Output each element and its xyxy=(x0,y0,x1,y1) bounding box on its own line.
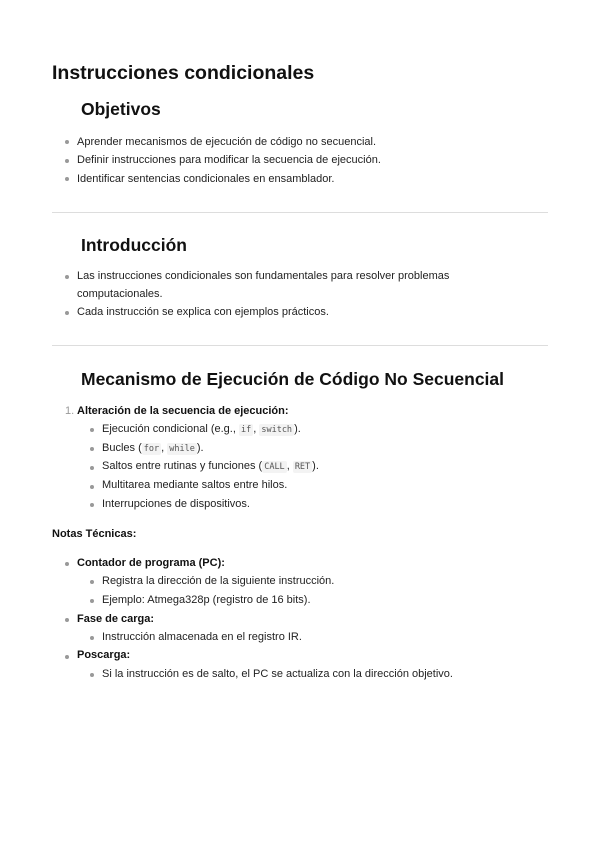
bullet-icon xyxy=(90,503,94,507)
bullet-icon xyxy=(90,599,94,603)
bullet-icon xyxy=(90,447,94,451)
bullet-icon xyxy=(90,636,94,640)
bullet-icon xyxy=(90,485,94,489)
bullet-icon xyxy=(65,618,69,622)
mecanismo-heading: Mecanismo de Ejecución de Código No Secuencial xyxy=(81,369,505,389)
bullet-icon xyxy=(90,466,94,470)
pc-title: Contador de programa (PC): xyxy=(77,557,225,569)
bullet-icon xyxy=(90,428,94,432)
section-divider xyxy=(52,345,548,346)
bullet-icon xyxy=(65,562,69,566)
notas-heading: Notas Técnicas: xyxy=(52,528,137,540)
bullet-icon xyxy=(65,140,69,144)
bullet-icon xyxy=(90,580,94,584)
bullet-icon xyxy=(65,655,69,659)
code-while: while xyxy=(169,444,195,454)
list-title: Alteración de la secuencia de ejecución: xyxy=(77,405,289,417)
code-for: for xyxy=(143,444,160,454)
code-if: if xyxy=(240,425,252,435)
section-divider xyxy=(52,212,548,213)
code-call: CALL xyxy=(264,462,285,472)
bullet-icon xyxy=(90,673,94,677)
bullet-icon xyxy=(65,275,69,279)
code-switch: switch xyxy=(261,425,293,435)
bullet-icon xyxy=(65,311,69,315)
carga-title: Fase de carga: xyxy=(77,613,155,625)
bullet-icon xyxy=(65,159,69,163)
introduccion-heading: Introducción xyxy=(81,235,187,255)
page-title: Instrucciones condicionales xyxy=(52,62,315,84)
poscarga-title: Poscarga: xyxy=(77,649,131,661)
list-number: 1. xyxy=(65,405,75,417)
objetivos-heading: Objetivos xyxy=(81,99,161,119)
code-ret: RET xyxy=(294,462,311,472)
bullet-icon xyxy=(65,177,69,181)
